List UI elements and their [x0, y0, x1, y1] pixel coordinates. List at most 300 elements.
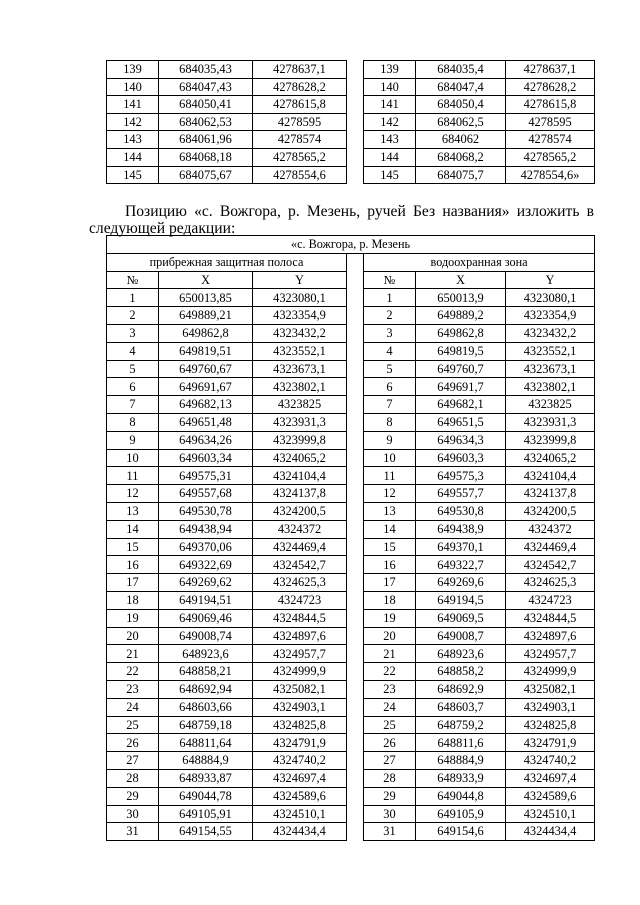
left-num-cell: 3 [107, 324, 159, 342]
table-row [107, 538, 595, 556]
right-num-cell: 31 [364, 823, 416, 841]
left-y-cell: 4323673,1 [253, 360, 347, 378]
right-num-cell: 20 [364, 627, 416, 645]
left-num-cell: 29 [107, 787, 159, 805]
column-gap [347, 574, 364, 592]
left-x-cell: 649370,06 [159, 538, 253, 556]
right-num-cell: 6 [364, 378, 416, 396]
left-y-cell: 4278574 [253, 131, 347, 149]
column-gap [347, 289, 364, 307]
left-x-cell: 684050,41 [159, 96, 253, 114]
column-gap [347, 556, 364, 574]
zone-header-row [107, 253, 595, 271]
right-y-cell: 4323999,8 [506, 431, 595, 449]
table-row [107, 378, 595, 396]
table-row [107, 556, 595, 574]
left-num-cell: 31 [107, 823, 159, 841]
left-x-cell: 649105,91 [159, 805, 253, 823]
table-row [107, 663, 595, 681]
right-num-cell: 10 [364, 449, 416, 467]
left-x-cell: 649760,67 [159, 360, 253, 378]
right-x-cell: 648603,7 [416, 698, 506, 716]
table-row [107, 78, 595, 96]
left-y-cell: 4323080,1 [253, 289, 347, 307]
column-gap [347, 752, 364, 770]
left-x-cell: 650013,85 [159, 289, 253, 307]
left-y-cell: 4324740,2 [253, 752, 347, 770]
left-y-cell: 4324104,4 [253, 467, 347, 485]
left-num-cell: 16 [107, 556, 159, 574]
left-num-cell: 145 [107, 166, 159, 184]
right-num-cell: 27 [364, 752, 416, 770]
table-row [107, 769, 595, 787]
left-num-cell: 21 [107, 645, 159, 663]
right-x-cell: 649105,9 [416, 805, 506, 823]
right-y-cell: 4323802,1 [506, 378, 595, 396]
table-row [107, 166, 595, 184]
right-x-cell: 649651,5 [416, 413, 506, 431]
right-x-cell: 649575,3 [416, 467, 506, 485]
right-x-cell: 684050,4 [416, 96, 506, 114]
left-x-cell: 648692,94 [159, 680, 253, 698]
left-x-cell: 649603,34 [159, 449, 253, 467]
paragraph-line-2: следующей редакции: [89, 220, 236, 237]
column-gap [347, 113, 364, 131]
right-y-cell: 4278574 [506, 131, 595, 149]
table-title: «с. Вожгора, р. Мезень [107, 236, 595, 254]
right-x-cell: 649269,6 [416, 574, 506, 592]
left-num-cell: 8 [107, 413, 159, 431]
right-y-cell: 4324065,2 [506, 449, 595, 467]
table-title-row [107, 236, 595, 254]
left-x-cell: 649154,55 [159, 823, 253, 841]
left-y-cell: 4323931,3 [253, 413, 347, 431]
right-num-cell: 30 [364, 805, 416, 823]
left-x-cell: 649530,78 [159, 502, 253, 520]
right-num-cell: 23 [364, 680, 416, 698]
right-col-num: № [364, 271, 416, 289]
column-gap [347, 148, 364, 166]
table-row [107, 787, 595, 805]
right-y-cell: 4324137,8 [506, 485, 595, 503]
right-x-cell: 649634,3 [416, 431, 506, 449]
table-row [107, 680, 595, 698]
right-y-cell: 4324957,7 [506, 645, 595, 663]
right-num-cell: 9 [364, 431, 416, 449]
left-x-cell: 649634,26 [159, 431, 253, 449]
left-x-cell: 648884,9 [159, 752, 253, 770]
left-x-cell: 649008,74 [159, 627, 253, 645]
right-num-cell: 142 [364, 113, 416, 131]
column-gap [347, 502, 364, 520]
left-num-cell: 4 [107, 342, 159, 360]
left-y-cell: 4324589,6 [253, 787, 347, 805]
left-col-x: X [159, 271, 253, 289]
table-row [107, 734, 595, 752]
right-num-cell: 11 [364, 467, 416, 485]
left-num-cell: 30 [107, 805, 159, 823]
right-x-cell: 649370,1 [416, 538, 506, 556]
left-x-cell: 648858,21 [159, 663, 253, 681]
right-y-cell: 4324542,7 [506, 556, 595, 574]
right-x-cell: 650013,9 [416, 289, 506, 307]
right-num-cell: 25 [364, 716, 416, 734]
left-num-cell: 19 [107, 609, 159, 627]
right-num-cell: 143 [364, 131, 416, 149]
left-num-cell: 17 [107, 574, 159, 592]
right-num-cell: 18 [364, 591, 416, 609]
column-gap [347, 609, 364, 627]
top-coordinates-table [106, 60, 595, 184]
table-row [107, 591, 595, 609]
right-x-cell: 648759,2 [416, 716, 506, 734]
left-x-cell: 684068,18 [159, 148, 253, 166]
right-x-cell: 648923,6 [416, 645, 506, 663]
right-num-cell: 140 [364, 78, 416, 96]
right-num-cell: 24 [364, 698, 416, 716]
left-y-cell: 4324825,8 [253, 716, 347, 734]
right-num-cell: 8 [364, 413, 416, 431]
table-row [107, 698, 595, 716]
right-y-cell: 4324825,8 [506, 716, 595, 734]
left-y-cell: 4324372 [253, 520, 347, 538]
left-y-cell: 4323354,9 [253, 307, 347, 325]
left-num-cell: 139 [107, 61, 159, 79]
right-x-cell: 648811,6 [416, 734, 506, 752]
left-y-cell: 4324625,3 [253, 574, 347, 592]
right-col-y: Y [506, 271, 595, 289]
right-num-cell: 12 [364, 485, 416, 503]
left-num-cell: 11 [107, 467, 159, 485]
left-x-cell: 649651,48 [159, 413, 253, 431]
right-x-cell: 684047,4 [416, 78, 506, 96]
column-gap [347, 627, 364, 645]
left-num-cell: 5 [107, 360, 159, 378]
right-y-cell: 4278554,6» [506, 166, 595, 184]
left-y-cell: 4324510,1 [253, 805, 347, 823]
left-zone-header: прибрежная защитная полоса [107, 253, 347, 271]
right-num-cell: 4 [364, 342, 416, 360]
right-x-cell: 648884,9 [416, 752, 506, 770]
table-row [107, 324, 595, 342]
right-x-cell: 649862,8 [416, 324, 506, 342]
right-y-cell: 4278565,2 [506, 148, 595, 166]
left-x-cell: 649438,94 [159, 520, 253, 538]
table-row [107, 61, 595, 79]
table-row [107, 627, 595, 645]
right-x-cell: 649069,5 [416, 609, 506, 627]
right-num-cell: 29 [364, 787, 416, 805]
right-x-cell: 648933,9 [416, 769, 506, 787]
left-y-cell: 4323825 [253, 396, 347, 414]
right-x-cell: 649194,5 [416, 591, 506, 609]
right-y-cell: 4324999,9 [506, 663, 595, 681]
column-gap [347, 449, 364, 467]
left-y-cell: 4278615,8 [253, 96, 347, 114]
column-gap [347, 485, 364, 503]
left-num-cell: 7 [107, 396, 159, 414]
right-x-cell: 649154,6 [416, 823, 506, 841]
left-num-cell: 23 [107, 680, 159, 698]
left-x-cell: 649194,51 [159, 591, 253, 609]
right-y-cell: 4323673,1 [506, 360, 595, 378]
left-x-cell: 649322,69 [159, 556, 253, 574]
left-num-cell: 25 [107, 716, 159, 734]
left-y-cell: 4324999,9 [253, 663, 347, 681]
right-x-cell: 684068,2 [416, 148, 506, 166]
right-y-cell: 4324104,4 [506, 467, 595, 485]
left-x-cell: 648933,87 [159, 769, 253, 787]
right-y-cell: 4278628,2 [506, 78, 595, 96]
left-y-cell: 4278565,2 [253, 148, 347, 166]
left-y-cell: 4324200,5 [253, 502, 347, 520]
right-y-cell: 4324510,1 [506, 805, 595, 823]
right-x-cell: 649438,9 [416, 520, 506, 538]
left-x-cell: 684075,67 [159, 166, 253, 184]
right-x-cell: 684062,5 [416, 113, 506, 131]
left-num-cell: 1 [107, 289, 159, 307]
right-x-cell: 649530,8 [416, 502, 506, 520]
column-gap [347, 324, 364, 342]
right-y-cell: 4324372 [506, 520, 595, 538]
left-x-cell: 648811,64 [159, 734, 253, 752]
left-x-cell: 649889,21 [159, 307, 253, 325]
right-y-cell: 4278637,1 [506, 61, 595, 79]
left-x-cell: 649862,8 [159, 324, 253, 342]
left-y-cell: 4278628,2 [253, 78, 347, 96]
column-gap [347, 680, 364, 698]
right-y-cell: 4324844,5 [506, 609, 595, 627]
left-x-cell: 649069,46 [159, 609, 253, 627]
left-num-cell: 12 [107, 485, 159, 503]
right-num-cell: 19 [364, 609, 416, 627]
right-x-cell: 648692,9 [416, 680, 506, 698]
left-col-num: № [107, 271, 159, 289]
column-gap [347, 378, 364, 396]
table-row [107, 431, 595, 449]
column-gap [347, 253, 364, 271]
table-row [107, 342, 595, 360]
right-y-cell: 4323354,9 [506, 307, 595, 325]
right-y-cell: 4323432,2 [506, 324, 595, 342]
left-y-cell: 4323999,8 [253, 431, 347, 449]
main-coordinates-table [106, 235, 595, 841]
right-num-cell: 14 [364, 520, 416, 538]
right-x-cell: 648858,2 [416, 663, 506, 681]
column-gap [347, 591, 364, 609]
right-y-cell: 4324791,9 [506, 734, 595, 752]
right-y-cell: 4324200,5 [506, 502, 595, 520]
right-y-cell: 4323552,1 [506, 342, 595, 360]
table-row [107, 113, 595, 131]
right-num-cell: 7 [364, 396, 416, 414]
left-x-cell: 649682,13 [159, 396, 253, 414]
left-num-cell: 22 [107, 663, 159, 681]
left-num-cell: 18 [107, 591, 159, 609]
table-row [107, 396, 595, 414]
column-gap [347, 734, 364, 752]
table-row [107, 148, 595, 166]
left-x-cell: 648603,66 [159, 698, 253, 716]
right-num-cell: 17 [364, 574, 416, 592]
column-gap [347, 166, 364, 184]
right-y-cell: 4324697,4 [506, 769, 595, 787]
amendment-paragraph [89, 203, 594, 237]
column-gap [347, 698, 364, 716]
left-num-cell: 13 [107, 502, 159, 520]
right-x-cell: 684062 [416, 131, 506, 149]
column-gap [347, 413, 364, 431]
left-y-cell: 4324897,6 [253, 627, 347, 645]
column-gap [347, 769, 364, 787]
table-row [107, 485, 595, 503]
right-x-cell: 684035,4 [416, 61, 506, 79]
left-y-cell: 4325082,1 [253, 680, 347, 698]
table-row [107, 645, 595, 663]
right-x-cell: 649603,3 [416, 449, 506, 467]
left-num-cell: 24 [107, 698, 159, 716]
right-y-cell: 4324740,2 [506, 752, 595, 770]
column-gap [347, 431, 364, 449]
left-x-cell: 649044,78 [159, 787, 253, 805]
table-row [107, 502, 595, 520]
left-y-cell: 4324697,4 [253, 769, 347, 787]
column-gap [347, 787, 364, 805]
left-y-cell: 4278637,1 [253, 61, 347, 79]
left-num-cell: 6 [107, 378, 159, 396]
left-num-cell: 144 [107, 148, 159, 166]
table-row [107, 716, 595, 734]
right-y-cell: 4323825 [506, 396, 595, 414]
column-gap [347, 538, 364, 556]
left-y-cell: 4324469,4 [253, 538, 347, 556]
column-gap [347, 467, 364, 485]
right-num-cell: 2 [364, 307, 416, 325]
right-num-cell: 15 [364, 538, 416, 556]
left-x-cell: 684062,53 [159, 113, 253, 131]
column-gap [347, 78, 364, 96]
left-y-cell: 4324434,4 [253, 823, 347, 841]
left-num-cell: 140 [107, 78, 159, 96]
column-gap [347, 61, 364, 79]
right-num-cell: 22 [364, 663, 416, 681]
table-row [107, 307, 595, 325]
table-row [107, 520, 595, 538]
column-gap [347, 342, 364, 360]
left-y-cell: 4278595 [253, 113, 347, 131]
right-y-cell: 4324897,6 [506, 627, 595, 645]
left-y-cell: 4278554,6 [253, 166, 347, 184]
right-num-cell: 28 [364, 769, 416, 787]
left-num-cell: 141 [107, 96, 159, 114]
left-num-cell: 14 [107, 520, 159, 538]
left-num-cell: 28 [107, 769, 159, 787]
left-y-cell: 4324957,7 [253, 645, 347, 663]
left-col-y: Y [253, 271, 347, 289]
left-y-cell: 4324791,9 [253, 734, 347, 752]
left-x-cell: 684047,43 [159, 78, 253, 96]
column-gap [347, 805, 364, 823]
column-gap [347, 520, 364, 538]
right-x-cell: 649760,7 [416, 360, 506, 378]
main-table-body [107, 289, 595, 841]
left-num-cell: 143 [107, 131, 159, 149]
column-gap [347, 396, 364, 414]
column-gap [347, 645, 364, 663]
table-row [107, 609, 595, 627]
right-num-cell: 5 [364, 360, 416, 378]
table-row [107, 96, 595, 114]
right-x-cell: 649682,1 [416, 396, 506, 414]
left-x-cell: 649575,31 [159, 467, 253, 485]
right-num-cell: 1 [364, 289, 416, 307]
right-y-cell: 4324469,4 [506, 538, 595, 556]
left-num-cell: 2 [107, 307, 159, 325]
right-y-cell: 4324589,6 [506, 787, 595, 805]
right-num-cell: 144 [364, 148, 416, 166]
table-row [107, 131, 595, 149]
right-x-cell: 649691,7 [416, 378, 506, 396]
right-num-cell: 141 [364, 96, 416, 114]
right-x-cell: 649889,2 [416, 307, 506, 325]
right-num-cell: 26 [364, 734, 416, 752]
left-y-cell: 4324723 [253, 591, 347, 609]
right-y-cell: 4324903,1 [506, 698, 595, 716]
column-gap [347, 360, 364, 378]
table-row [107, 805, 595, 823]
column-header-row [107, 271, 595, 289]
left-y-cell: 4323802,1 [253, 378, 347, 396]
left-y-cell: 4324065,2 [253, 449, 347, 467]
right-num-cell: 145 [364, 166, 416, 184]
column-gap [347, 823, 364, 841]
left-x-cell: 649557,68 [159, 485, 253, 503]
table-row [107, 360, 595, 378]
left-y-cell: 4324137,8 [253, 485, 347, 503]
left-num-cell: 10 [107, 449, 159, 467]
left-num-cell: 15 [107, 538, 159, 556]
right-num-cell: 21 [364, 645, 416, 663]
paragraph-line-1: Позицию «с. Вожгора, р. Мезень, ручей Без названия» изложить в [125, 203, 594, 220]
right-num-cell: 13 [364, 502, 416, 520]
left-num-cell: 142 [107, 113, 159, 131]
left-x-cell: 649819,51 [159, 342, 253, 360]
column-gap [347, 131, 364, 149]
right-x-cell: 684075,7 [416, 166, 506, 184]
right-y-cell: 4325082,1 [506, 680, 595, 698]
left-num-cell: 26 [107, 734, 159, 752]
right-y-cell: 4323931,3 [506, 413, 595, 431]
column-gap [347, 663, 364, 681]
left-y-cell: 4324903,1 [253, 698, 347, 716]
right-x-cell: 649819,5 [416, 342, 506, 360]
right-y-cell: 4324625,3 [506, 574, 595, 592]
right-zone-header: водоохранная зона [364, 253, 595, 271]
left-y-cell: 4324542,7 [253, 556, 347, 574]
right-y-cell: 4278615,8 [506, 96, 595, 114]
right-num-cell: 139 [364, 61, 416, 79]
left-num-cell: 9 [107, 431, 159, 449]
right-num-cell: 3 [364, 324, 416, 342]
column-gap [347, 307, 364, 325]
left-y-cell: 4324844,5 [253, 609, 347, 627]
column-gap [347, 271, 364, 289]
right-y-cell: 4278595 [506, 113, 595, 131]
left-y-cell: 4323432,2 [253, 324, 347, 342]
right-x-cell: 649008,7 [416, 627, 506, 645]
right-y-cell: 4323080,1 [506, 289, 595, 307]
table-row [107, 752, 595, 770]
